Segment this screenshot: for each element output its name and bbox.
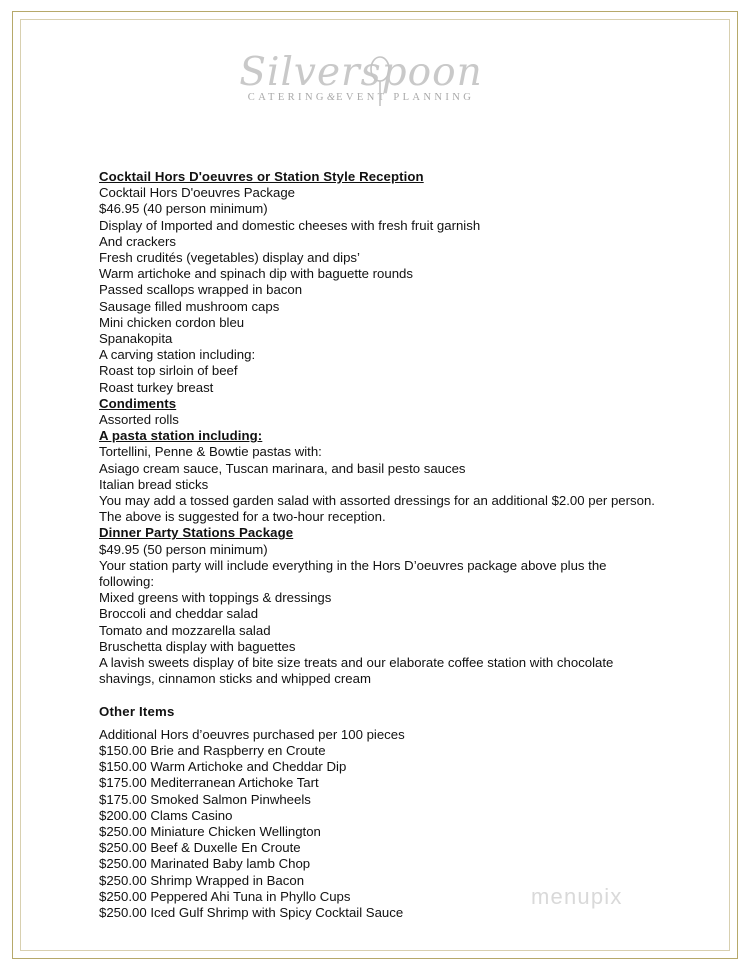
menu-line: $250.00 Miniature Chicken Wellington — [99, 823, 321, 839]
spoon-icon — [363, 56, 397, 108]
menu-line: $175.00 Smoked Salmon Pinwheels — [99, 791, 311, 807]
menu-line: Tomato and mozzarella salad — [99, 622, 271, 638]
menu-line: A lavish sweets display of bite size treats and our elaborate coffee station with chocolate — [99, 655, 614, 671]
menu-line: $250.00 Marinated Baby lamb Chop — [99, 856, 311, 872]
menu-line: Asiago cream sauce, Tuscan marinara, and basil pesto sauces — [99, 460, 466, 476]
menu-line: $175.00 Mediterranean Artichoke Tart — [99, 775, 319, 791]
menu-body — [99, 169, 689, 921]
company-logo — [191, 52, 531, 114]
menu-line: Roast top sirloin of beef — [99, 363, 238, 379]
menu-line: Warm artichoke and spinach dip with baguette rounds — [99, 266, 413, 282]
menu-line: Tortellini, Penne & Bowtie pastas with: — [99, 444, 322, 460]
menu-line: Spanakopita — [99, 331, 173, 347]
menu-line: And crackers — [99, 233, 176, 249]
menu-line: The above is suggested for a two-hour reception. — [99, 509, 386, 525]
menu-line: $250.00 Peppered Ahi Tuna in Phyllo Cups — [99, 888, 351, 904]
menu-line: $150.00 Brie and Raspberry en Croute — [99, 742, 326, 758]
menu-line: $250.00 Beef & Duxelle En Croute — [99, 840, 301, 856]
menu-line: Cocktail Hors D'oeuvres Package — [99, 185, 296, 201]
logo-subtitle-left: CATERING — [247, 92, 327, 103]
menupix-watermark: menupix — [531, 884, 623, 909]
menu-line: Your station party will include everything in the Hors D’oeuvres package above plus the — [99, 557, 607, 573]
section-heading: Cocktail Hors D'oeuvres or Station Style Reception — [99, 169, 424, 184]
menu-line: $49.95 (50 person minimum) — [99, 541, 268, 557]
menu-line: A carving station including: — [99, 347, 256, 363]
menu-line: Fresh crudités (vegetables) display and dips’ — [99, 250, 360, 266]
page-border-frame — [12, 11, 738, 959]
menu-line: $46.95 (40 person minimum) — [99, 201, 268, 217]
menu-line: Assorted rolls — [99, 412, 179, 428]
menu-line: You may add a tossed garden salad with assorted dressings for an additional $2.00 per person. — [99, 493, 655, 509]
document-page — [13, 12, 737, 958]
logo-script-text: Silverspoon — [239, 50, 483, 95]
menu-line: Mixed greens with toppings & dressings — [99, 590, 332, 606]
section-heading: Dinner Party Stations Package — [99, 525, 294, 541]
section-heading: Other Items — [99, 703, 175, 719]
menu-line: Bruschetta display with baguettes — [99, 638, 296, 654]
menu-line: Roast turkey breast — [99, 379, 214, 395]
menu-line: following: — [99, 574, 154, 590]
menu-line: Passed scallops wrapped in bacon — [99, 282, 303, 298]
menu-line: $200.00 Clams Casino — [99, 807, 233, 823]
menu-line: Broccoli and cheddar salad — [99, 606, 259, 622]
logo-subtitle-right: EVENT PLANNING — [336, 92, 475, 103]
section-heading: Condiments — [99, 395, 177, 411]
menu-line: $250.00 Shrimp Wrapped in Bacon — [99, 872, 305, 888]
menu-line: Sausage filled mushroom caps — [99, 298, 280, 314]
menu-line: Italian bread sticks — [99, 476, 209, 492]
menu-line: shavings, cinnamon sticks and whipped cream — [99, 671, 371, 687]
logo-subtitle-amp: & — [326, 92, 337, 103]
menu-line: $150.00 Warm Artichoke and Cheddar Dip — [99, 759, 347, 775]
menu-line: Display of Imported and domestic cheeses with fresh fruit garnish — [99, 217, 481, 233]
heading-spacer — [99, 720, 689, 727]
menu-line: Additional Hors d’oeuvres purchased per 100 pieces — [99, 726, 405, 742]
menu-line: $250.00 Iced Gulf Shrimp with Spicy Cocktail Sauce — [99, 904, 404, 920]
menu-line: Mini chicken cordon bleu — [99, 314, 245, 330]
section-heading: A pasta station including: — [99, 428, 263, 444]
section-spacer — [99, 688, 689, 704]
